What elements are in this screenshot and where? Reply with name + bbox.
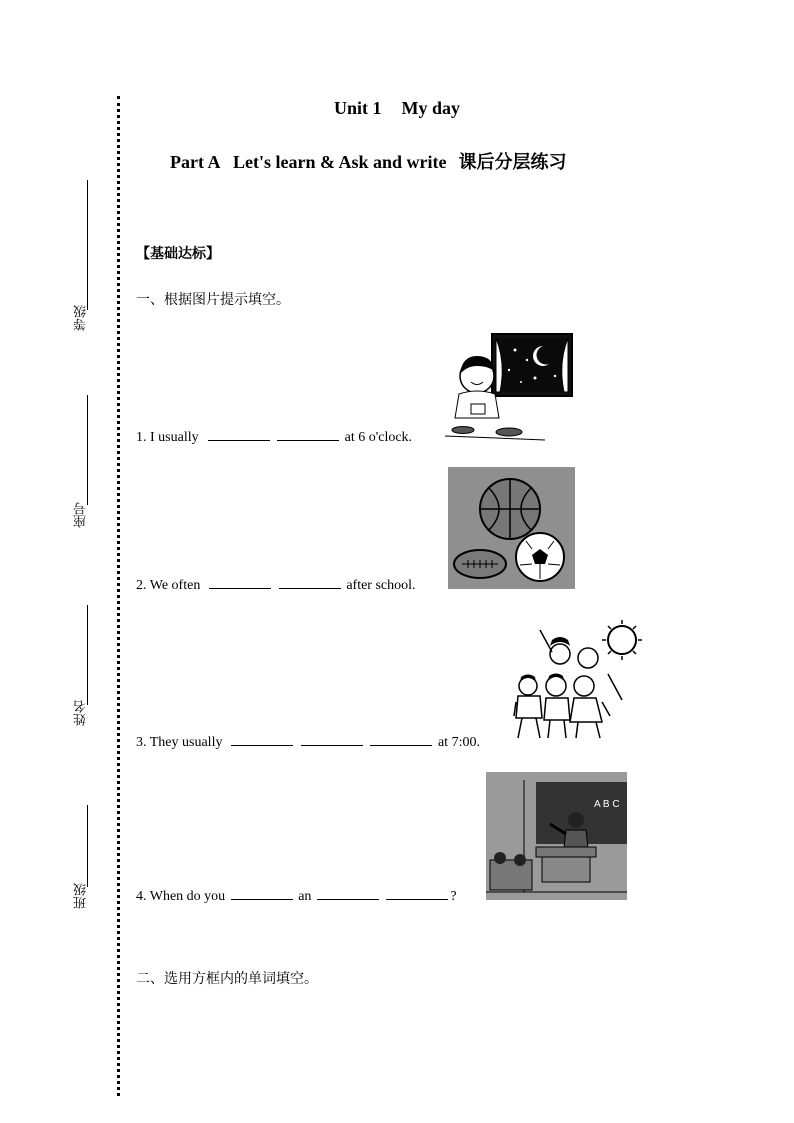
q3-blank-2[interactable] xyxy=(301,733,363,746)
basic-level-label: 【基础达标】 xyxy=(136,246,220,262)
unit-label: Unit 1 xyxy=(333,98,382,118)
q2-picture-balls xyxy=(448,467,575,589)
page-subtitle xyxy=(170,148,567,174)
question-1 xyxy=(136,428,412,446)
part-label-cn: 课后分层练习 xyxy=(458,152,567,173)
q1-picture-boy-eating xyxy=(445,332,575,444)
binding-dotted-line xyxy=(117,96,120,1096)
q1-text-after: at 6 o'clock. xyxy=(344,430,413,445)
q4-blank-3[interactable] xyxy=(386,887,448,900)
q4-picture-classroom xyxy=(486,772,627,900)
grade-label: 等级 xyxy=(74,305,89,331)
q4-text-before: 4. When do you xyxy=(136,889,226,904)
unit-topic: My day xyxy=(401,98,460,118)
q3-blank-3[interactable] xyxy=(370,733,432,746)
q3-picture-children-sun xyxy=(512,618,642,743)
name-label: 姓名 xyxy=(74,700,89,726)
seat-line xyxy=(87,395,88,505)
class-line xyxy=(87,805,88,887)
question-4 xyxy=(136,887,457,905)
page-title xyxy=(0,98,794,119)
section1-title: 一、根据图片提示填空。 xyxy=(136,292,290,308)
question-3 xyxy=(136,733,480,751)
grade-line xyxy=(87,180,88,310)
q2-text-before: 2. We often xyxy=(136,578,201,593)
q3-text-after: at 7:00. xyxy=(437,735,480,750)
q2-blank-2[interactable] xyxy=(279,576,341,589)
q4-blank-2[interactable] xyxy=(317,887,379,900)
blackboard-text: A B C xyxy=(594,799,620,810)
q3-text-before: 3. They usually xyxy=(136,735,223,750)
class-label: 班级 xyxy=(74,883,89,909)
q1-blank-1[interactable] xyxy=(208,428,270,441)
seat-label: 座号 xyxy=(74,502,89,528)
q4-blank-1[interactable] xyxy=(231,887,293,900)
q4-text-mid: an xyxy=(298,889,312,904)
q2-text-after: after school. xyxy=(346,578,416,593)
q1-blank-2[interactable] xyxy=(277,428,339,441)
name-line xyxy=(87,605,88,705)
q4-text-after: ? xyxy=(450,889,457,904)
question-2 xyxy=(136,576,416,594)
q2-blank-1[interactable] xyxy=(209,576,271,589)
part-label: Part A Let's learn & Ask and write xyxy=(170,152,447,172)
q1-text-before: 1. I usually xyxy=(136,430,199,445)
q3-blank-1[interactable] xyxy=(231,733,293,746)
section2-title: 二、选用方框内的单词填空。 xyxy=(136,971,318,987)
